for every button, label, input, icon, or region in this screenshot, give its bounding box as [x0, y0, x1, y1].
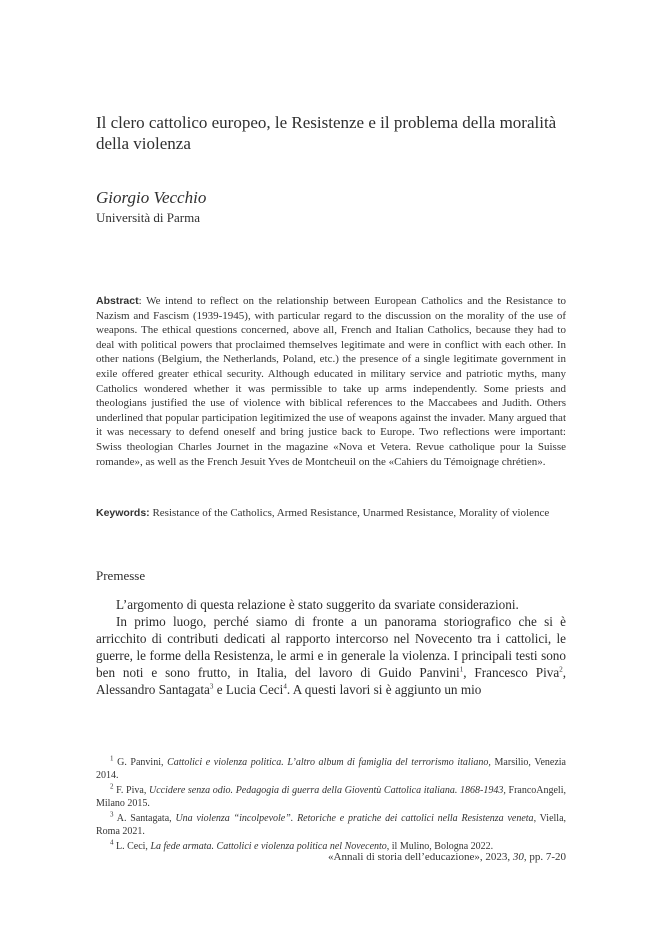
footnote-text: , il Mulino, Bologna 2022. [386, 841, 494, 852]
footnote-text: F. Piva, [113, 785, 149, 796]
body-text-span: . A questi lavori si è aggiunto un mio [286, 682, 482, 697]
footnote [96, 812, 566, 838]
section-heading: Premesse [96, 568, 146, 583]
footnote-number: 4 [110, 838, 114, 847]
footnote-text: FrancoAngeli, Milano 2015. [96, 785, 566, 809]
body-text-span: , Alessandro Santagata [96, 665, 567, 697]
journal-citation [96, 851, 566, 863]
citation-volume: 30 [512, 851, 524, 863]
footnote-ref-4[interactable]: 4 [283, 682, 287, 691]
abstract [96, 294, 566, 469]
citation-pages: , pp. 7-20 [523, 851, 566, 863]
author-name: Giorgio Vecchio [96, 188, 207, 207]
footnote-ref-2[interactable]: 2 [559, 665, 563, 674]
abstract-text: : We intend to reflect on the relationship between European Catholics and the Resistance to Nazism and Fascism (1939-1945), with particular regard to the discussion on the morality of the use of weapons. The ethical questions concerned, above all, French and Italian Catholics, because they had to deal with political powers that proclaimed themselves legitimate and were in conflict with each other. In other nations (Belgium, the Netherlands, Poland, etc.) the presence of a single legitimate government in exile offered greater ethical security. Although educated in military service and patriotic myths, many Catholics wondered whether it was permissible to take up arms independently. Some priests and theologians justified the use of violence with biblical references to the Maccabees and Judith. Others underlined that popular participation legitimized the use of weapons against the invader. Many argued that it was necessary to defend oneself and bring justice back to Europe. Two reflections were important: Swiss theologian Charles Journet in the magazine «Nova et Vetera. Revue catholique pour la Suisse romande», as well as the French Jesuit Yves de Montcheuil on the «Cahiers du Témoignage chrétien». [96, 295, 566, 468]
footnote-ref-3[interactable]: 3 [209, 682, 214, 691]
footnote-text: A. Santagata, [113, 813, 176, 824]
footnote-ref-1[interactable]: 1 [459, 665, 464, 674]
body-paragraph-1: L’argomento di questa relazione è stato suggerito da svariate considerazioni. [116, 597, 519, 612]
keywords [96, 506, 566, 521]
footnote-number: 3 [110, 810, 114, 819]
keywords-text: Resistance of the Catholics, Armed Resistance, Unarmed Resistance, Morality of violence [149, 507, 550, 519]
footnote-text: Marsilio, Venezia 2014. [96, 757, 566, 781]
body-text-span: e Lucia Ceci [213, 682, 284, 697]
footnote-text: L. Ceci, [113, 841, 151, 852]
abstract-label: Abstract [96, 295, 139, 307]
footnotes [96, 756, 566, 855]
footnote [96, 756, 566, 782]
footnote-title: Una violenza “incolpevole”. Retoriche e pratiche dei cattolici nella Resistenza veneta [175, 813, 534, 824]
footnote-text: G. Panvini, [113, 757, 168, 768]
footnote-number: 2 [110, 782, 114, 791]
body-paragraph-2 [96, 613, 566, 698]
body-text-span: , Francesco Piva [463, 665, 560, 680]
keywords-label: Keywords: [96, 507, 150, 519]
author-affiliation: Università di Parma [96, 210, 200, 225]
footnote [96, 784, 566, 810]
body-text [96, 596, 566, 698]
footnote-title: Cattolici e violenza politica. L’altro album di famiglia del terrorismo italiano, [167, 757, 491, 768]
citation-text: «Annali di storia dell’educazione», 2023, [328, 851, 513, 863]
footnote-title: La fede armata. Cattolici e violenza politica nel Novecento [150, 841, 387, 852]
body-text-span: In primo luogo, perché siamo di fronte a un panorama storiografico che si è arricchito di contributi dedicati al rapporto intercorso nel Novecento tra i cattolici, le guerre, le forme della Resistenza, le armi e in generale la violenza. I principali testi sono ben noti e sono frutto, in Italia, del lavoro di Guido Panvini [96, 614, 566, 680]
footnote-title: Uccidere senza odio. Pedagogia di guerra della Gioventù Cattolica italiana. 1868-1943, [148, 785, 506, 796]
footnote-number: 1 [110, 754, 114, 763]
footnote-text: , Viella, Roma 2021. [96, 813, 567, 837]
paper-title: Il clero cattolico europeo, le Resistenze e il problema della moralità della violenza [96, 113, 557, 153]
